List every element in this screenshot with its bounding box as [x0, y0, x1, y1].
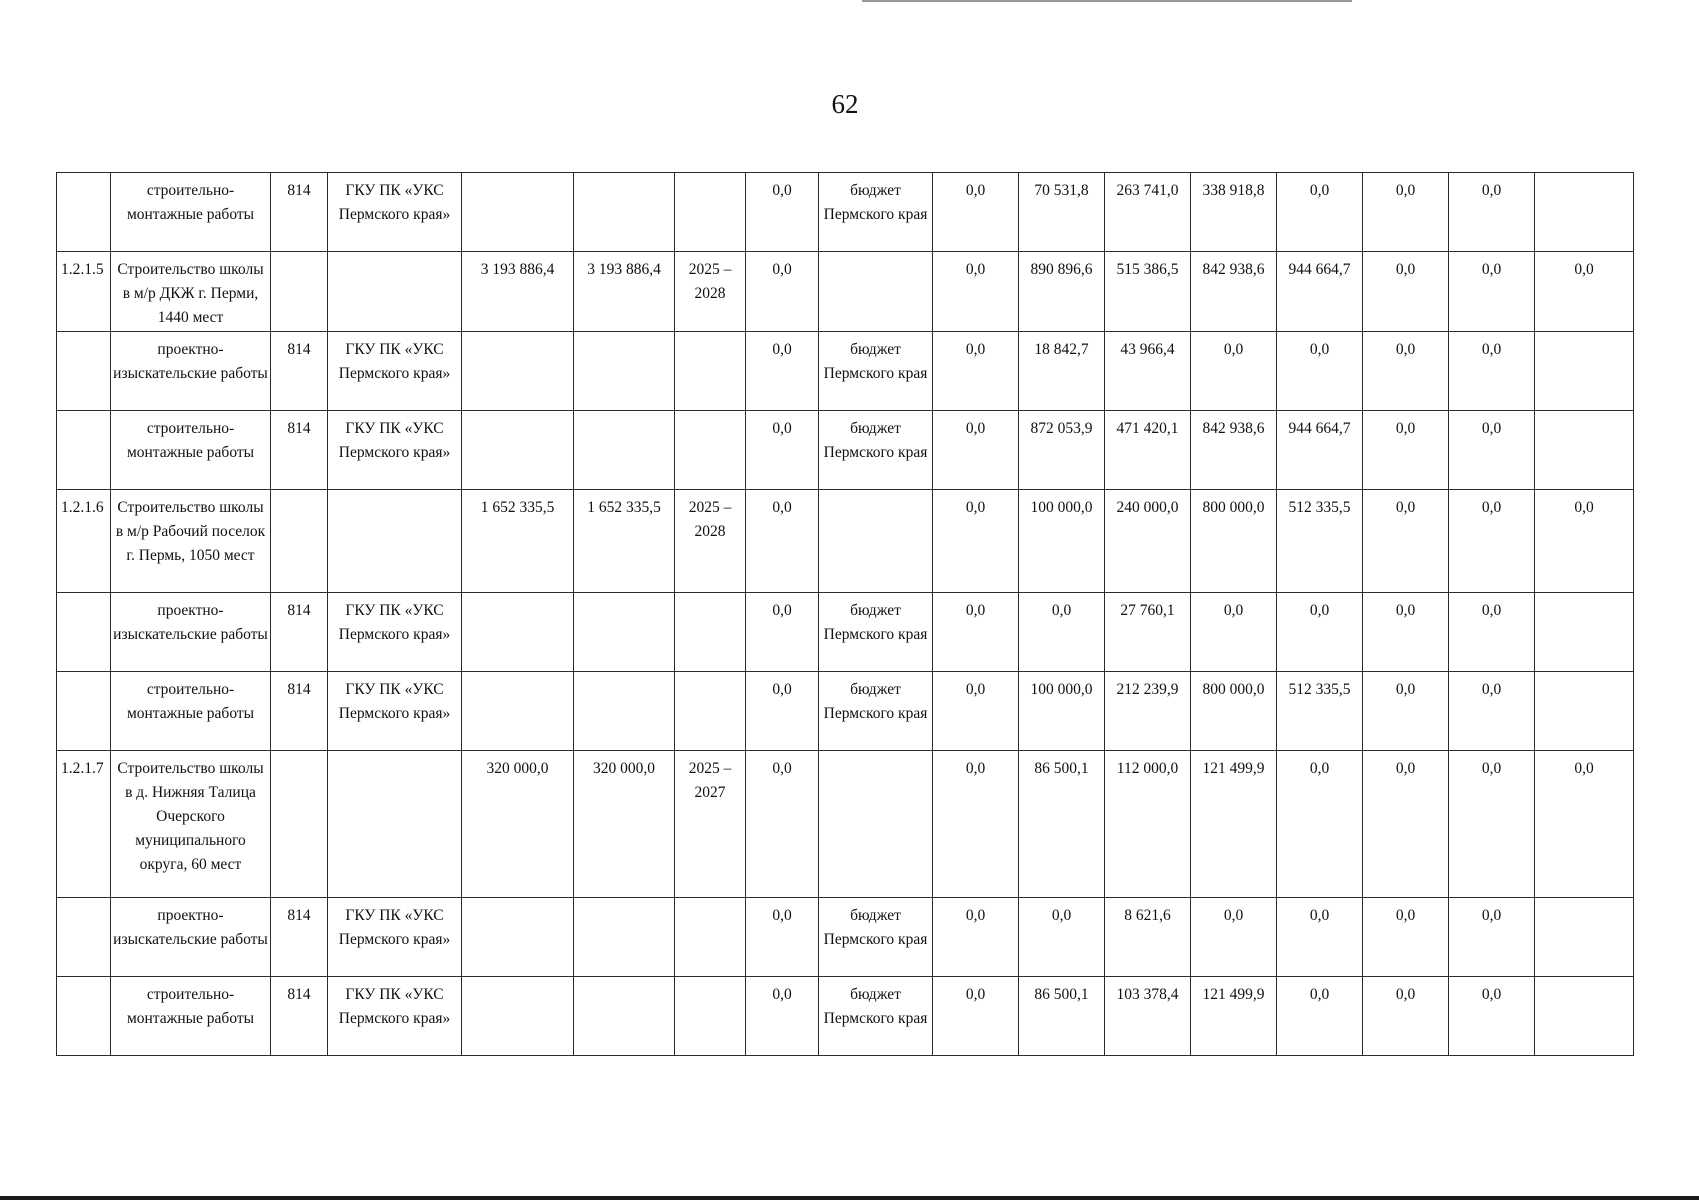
executor-cell: ГКУ ПК «УКС Пермского края» — [328, 672, 462, 751]
table-row-work-type — [57, 332, 1634, 411]
budget-table-body — [57, 173, 1634, 1056]
year-col-7-cell: 0,0 — [1449, 490, 1535, 593]
year-col-8-cell — [1535, 173, 1634, 252]
year-col-2-cell: 0,0 — [1019, 593, 1105, 672]
year-col-4-cell: 0,0 — [1191, 898, 1277, 977]
name-cell: проектно-изыскательские работы — [111, 898, 271, 977]
year-col-6-cell: 0,0 — [1363, 977, 1449, 1056]
name-cell: Строительство школы в д. Нижняя Талица Очерского муниципального округа, 60 мест — [111, 751, 271, 898]
year-col-7-cell: 0,0 — [1449, 252, 1535, 332]
name-cell: Строительство школы в м/р Рабочий поселок г. Пермь, 1050 мест — [111, 490, 271, 593]
total-cost-cell: 1 652 335,5 — [462, 490, 574, 593]
year-col-8-cell — [1535, 977, 1634, 1056]
year-col-2-cell: 0,0 — [1019, 898, 1105, 977]
code-cell: 1.2.1.6 — [57, 490, 111, 593]
ministry-code-cell — [271, 751, 328, 898]
year-col-5-cell: 944 664,7 — [1277, 411, 1363, 490]
executor-cell: ГКУ ПК «УКС Пермского края» — [328, 173, 462, 252]
prior-years-cell: 0,0 — [746, 672, 819, 751]
year-col-5-cell: 0,0 — [1277, 977, 1363, 1056]
prior-years-cell: 0,0 — [746, 490, 819, 593]
budget-cost-cell — [574, 593, 675, 672]
code-cell — [57, 332, 111, 411]
year-col-7-cell: 0,0 — [1449, 898, 1535, 977]
source-cell: бюджет Пермского края — [819, 593, 933, 672]
prior-years-cell: 0,0 — [746, 593, 819, 672]
year-col-2-cell: 86 500,1 — [1019, 977, 1105, 1056]
year-col-2-cell: 100 000,0 — [1019, 490, 1105, 593]
page-number: 62 — [831, 89, 859, 119]
source-cell: бюджет Пермского края — [819, 411, 933, 490]
total-cost-cell — [462, 411, 574, 490]
scan-edge-bottom — [0, 1196, 1699, 1200]
executor-cell: ГКУ ПК «УКС Пермского края» — [328, 332, 462, 411]
ministry-code-cell: 814 — [271, 173, 328, 252]
period-cell: 2025 – 2028 — [675, 490, 746, 593]
year-col-3-cell: 112 000,0 — [1105, 751, 1191, 898]
year-col-6-cell: 0,0 — [1363, 751, 1449, 898]
year-col-7-cell: 0,0 — [1449, 672, 1535, 751]
ministry-code-cell: 814 — [271, 411, 328, 490]
budget-cost-cell — [574, 977, 675, 1056]
total-cost-cell — [462, 593, 574, 672]
year-col-1-cell: 0,0 — [933, 252, 1019, 332]
code-cell: 1.2.1.7 — [57, 751, 111, 898]
code-cell — [57, 173, 111, 252]
total-cost-cell — [462, 332, 574, 411]
total-cost-cell — [462, 672, 574, 751]
year-col-1-cell: 0,0 — [933, 173, 1019, 252]
year-col-8-cell — [1535, 593, 1634, 672]
year-col-8-cell — [1535, 898, 1634, 977]
year-col-7-cell: 0,0 — [1449, 411, 1535, 490]
budget-cost-cell: 3 193 886,4 — [574, 252, 675, 332]
prior-years-cell: 0,0 — [746, 977, 819, 1056]
source-cell: бюджет Пермского края — [819, 332, 933, 411]
year-col-5-cell: 0,0 — [1277, 332, 1363, 411]
year-col-4-cell: 121 499,9 — [1191, 977, 1277, 1056]
prior-years-cell: 0,0 — [746, 173, 819, 252]
source-cell: бюджет Пермского края — [819, 898, 933, 977]
year-col-5-cell: 0,0 — [1277, 898, 1363, 977]
name-cell: строительно-монтажные работы — [111, 173, 271, 252]
year-col-4-cell: 842 938,6 — [1191, 411, 1277, 490]
budget-cost-cell — [574, 411, 675, 490]
year-col-6-cell: 0,0 — [1363, 252, 1449, 332]
budget-cost-cell — [574, 898, 675, 977]
table-row-work-type — [57, 411, 1634, 490]
year-col-8-cell: 0,0 — [1535, 252, 1634, 332]
table-row-work-type — [57, 898, 1634, 977]
year-col-5-cell: 512 335,5 — [1277, 672, 1363, 751]
ministry-code-cell: 814 — [271, 898, 328, 977]
year-col-5-cell: 512 335,5 — [1277, 490, 1363, 593]
year-col-3-cell: 471 420,1 — [1105, 411, 1191, 490]
year-col-6-cell: 0,0 — [1363, 593, 1449, 672]
prior-years-cell: 0,0 — [746, 252, 819, 332]
period-cell — [675, 173, 746, 252]
year-col-4-cell: 800 000,0 — [1191, 490, 1277, 593]
period-cell — [675, 977, 746, 1056]
year-col-5-cell: 0,0 — [1277, 593, 1363, 672]
ministry-code-cell: 814 — [271, 332, 328, 411]
year-col-3-cell: 240 000,0 — [1105, 490, 1191, 593]
year-col-4-cell: 800 000,0 — [1191, 672, 1277, 751]
code-cell — [57, 977, 111, 1056]
year-col-3-cell: 43 966,4 — [1105, 332, 1191, 411]
year-col-7-cell: 0,0 — [1449, 977, 1535, 1056]
year-col-7-cell: 0,0 — [1449, 751, 1535, 898]
source-cell — [819, 252, 933, 332]
year-col-3-cell: 27 760,1 — [1105, 593, 1191, 672]
name-cell: проектно-изыскательские работы — [111, 593, 271, 672]
budget-cost-cell: 1 652 335,5 — [574, 490, 675, 593]
year-col-7-cell: 0,0 — [1449, 173, 1535, 252]
year-col-2-cell: 18 842,7 — [1019, 332, 1105, 411]
period-cell — [675, 672, 746, 751]
prior-years-cell: 0,0 — [746, 751, 819, 898]
period-cell — [675, 332, 746, 411]
year-col-8-cell — [1535, 332, 1634, 411]
ministry-code-cell: 814 — [271, 672, 328, 751]
budget-cost-cell — [574, 173, 675, 252]
year-col-6-cell: 0,0 — [1363, 672, 1449, 751]
table-row-project — [57, 490, 1634, 593]
year-col-1-cell: 0,0 — [933, 332, 1019, 411]
year-col-5-cell: 944 664,7 — [1277, 252, 1363, 332]
budget-cost-cell: 320 000,0 — [574, 751, 675, 898]
ministry-code-cell — [271, 252, 328, 332]
table-row-project — [57, 751, 1634, 898]
year-col-4-cell: 842 938,6 — [1191, 252, 1277, 332]
period-cell — [675, 411, 746, 490]
table-row-work-type — [57, 593, 1634, 672]
year-col-1-cell: 0,0 — [933, 751, 1019, 898]
code-cell — [57, 593, 111, 672]
executor-cell — [328, 252, 462, 332]
total-cost-cell — [462, 977, 574, 1056]
source-cell: бюджет Пермского края — [819, 173, 933, 252]
year-col-2-cell: 100 000,0 — [1019, 672, 1105, 751]
year-col-1-cell: 0,0 — [933, 672, 1019, 751]
period-cell — [675, 593, 746, 672]
year-col-6-cell: 0,0 — [1363, 898, 1449, 977]
source-cell — [819, 751, 933, 898]
source-cell — [819, 490, 933, 593]
table-row-project — [57, 252, 1634, 332]
source-cell: бюджет Пермского края — [819, 977, 933, 1056]
name-cell: строительно-монтажные работы — [111, 411, 271, 490]
name-cell: строительно-монтажные работы — [111, 672, 271, 751]
table-row-work-type — [57, 672, 1634, 751]
executor-cell: ГКУ ПК «УКС Пермского края» — [328, 977, 462, 1056]
year-col-1-cell: 0,0 — [933, 411, 1019, 490]
ministry-code-cell: 814 — [271, 977, 328, 1056]
budget-cost-cell — [574, 332, 675, 411]
year-col-2-cell: 890 896,6 — [1019, 252, 1105, 332]
ministry-code-cell — [271, 490, 328, 593]
prior-years-cell: 0,0 — [746, 411, 819, 490]
year-col-2-cell: 70 531,8 — [1019, 173, 1105, 252]
year-col-8-cell — [1535, 411, 1634, 490]
year-col-1-cell: 0,0 — [933, 490, 1019, 593]
year-col-5-cell: 0,0 — [1277, 751, 1363, 898]
ministry-code-cell: 814 — [271, 593, 328, 672]
year-col-3-cell: 212 239,9 — [1105, 672, 1191, 751]
executor-cell — [328, 490, 462, 593]
code-cell — [57, 898, 111, 977]
year-col-3-cell: 263 741,0 — [1105, 173, 1191, 252]
year-col-5-cell: 0,0 — [1277, 173, 1363, 252]
executor-cell: ГКУ ПК «УКС Пермского края» — [328, 593, 462, 672]
year-col-2-cell: 872 053,9 — [1019, 411, 1105, 490]
name-cell: проектно-изыскательские работы — [111, 332, 271, 411]
total-cost-cell — [462, 898, 574, 977]
year-col-6-cell: 0,0 — [1363, 332, 1449, 411]
year-col-8-cell: 0,0 — [1535, 490, 1634, 593]
year-col-7-cell: 0,0 — [1449, 332, 1535, 411]
year-col-4-cell: 121 499,9 — [1191, 751, 1277, 898]
period-cell — [675, 898, 746, 977]
code-cell — [57, 672, 111, 751]
name-cell: Строительство школы в м/р ДКЖ г. Перми, 1440 мест — [111, 252, 271, 332]
executor-cell: ГКУ ПК «УКС Пермского края» — [328, 411, 462, 490]
year-col-3-cell: 8 621,6 — [1105, 898, 1191, 977]
year-col-6-cell: 0,0 — [1363, 490, 1449, 593]
year-col-1-cell: 0,0 — [933, 898, 1019, 977]
code-cell — [57, 411, 111, 490]
prior-years-cell: 0,0 — [746, 332, 819, 411]
total-cost-cell — [462, 173, 574, 252]
year-col-4-cell: 338 918,8 — [1191, 173, 1277, 252]
period-cell: 2025 – 2028 — [675, 252, 746, 332]
year-col-6-cell: 0,0 — [1363, 411, 1449, 490]
budget-cost-cell — [574, 672, 675, 751]
prior-years-cell: 0,0 — [746, 898, 819, 977]
table-row-work-type — [57, 977, 1634, 1056]
year-col-8-cell: 0,0 — [1535, 751, 1634, 898]
executor-cell: ГКУ ПК «УКС Пермского края» — [328, 898, 462, 977]
year-col-1-cell: 0,0 — [933, 593, 1019, 672]
year-col-8-cell — [1535, 672, 1634, 751]
year-col-4-cell: 0,0 — [1191, 593, 1277, 672]
table-row-work-type — [57, 173, 1634, 252]
year-col-7-cell: 0,0 — [1449, 593, 1535, 672]
budget-table — [56, 172, 1634, 1056]
name-cell: строительно-монтажные работы — [111, 977, 271, 1056]
code-cell: 1.2.1.5 — [57, 252, 111, 332]
total-cost-cell: 3 193 886,4 — [462, 252, 574, 332]
scan-edge-top — [862, 0, 1352, 2]
year-col-4-cell: 0,0 — [1191, 332, 1277, 411]
year-col-6-cell: 0,0 — [1363, 173, 1449, 252]
year-col-3-cell: 103 378,4 — [1105, 977, 1191, 1056]
total-cost-cell: 320 000,0 — [462, 751, 574, 898]
period-cell: 2025 – 2027 — [675, 751, 746, 898]
executor-cell — [328, 751, 462, 898]
source-cell: бюджет Пермского края — [819, 672, 933, 751]
year-col-2-cell: 86 500,1 — [1019, 751, 1105, 898]
year-col-3-cell: 515 386,5 — [1105, 252, 1191, 332]
year-col-1-cell: 0,0 — [933, 977, 1019, 1056]
